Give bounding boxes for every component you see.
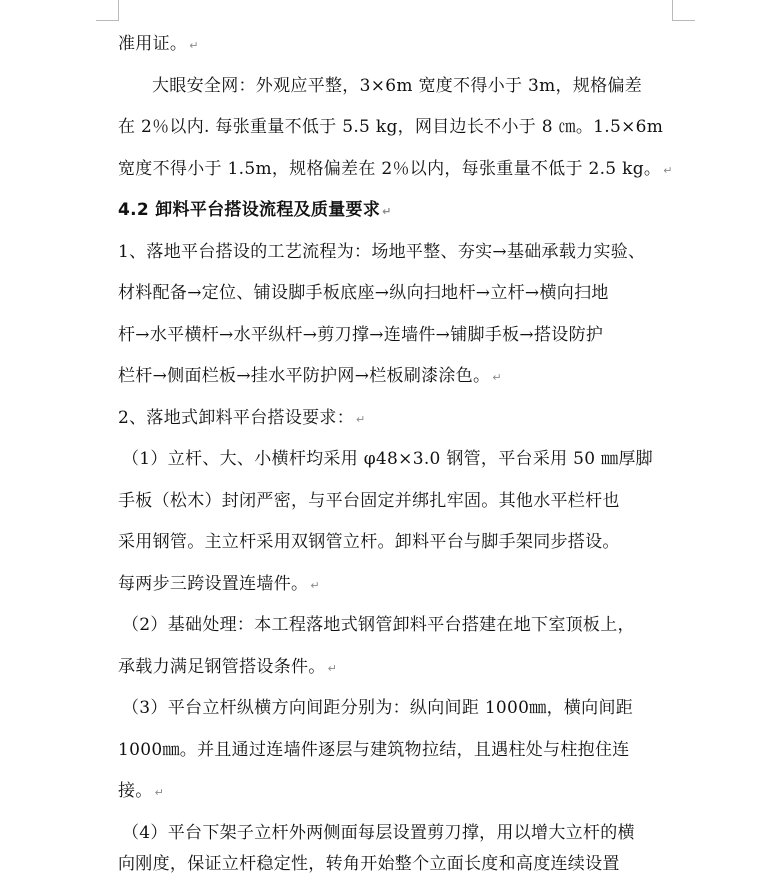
paragraph-mark-icon: ↵ bbox=[356, 412, 366, 426]
text-line bbox=[118, 730, 670, 772]
line-text: 承载力满足钢管搭设条件。 bbox=[118, 656, 326, 677]
line-text: 杆→水平横杆→水平纵杆→剪刀撑→连墙件→铺脚手板→搭设防护 bbox=[118, 324, 604, 345]
document-page bbox=[118, 24, 673, 874]
text-line bbox=[118, 232, 670, 274]
text-line bbox=[118, 439, 670, 481]
text-line bbox=[118, 813, 670, 855]
line-text: 栏杆→侧面栏板→挂水平防护网→栏板刷漆涂色。 bbox=[118, 366, 491, 386]
line-text: 大眼安全网：外观应平整，3×6m 宽度不得小于 3m，规格偏差 bbox=[152, 75, 643, 96]
paragraph-mark-icon: ↵ bbox=[327, 661, 338, 675]
text-line bbox=[118, 647, 670, 689]
line-text: 准用证。 bbox=[118, 34, 188, 54]
clipped-line-container bbox=[118, 854, 670, 874]
page-corner-mark-right bbox=[672, 0, 695, 21]
page-corner-mark-left bbox=[96, 0, 119, 21]
text-line bbox=[118, 522, 670, 564]
paragraph-mark-icon: ↵ bbox=[154, 786, 165, 799]
paragraph-mark-icon: ↵ bbox=[492, 371, 502, 384]
line-text: 宽度不得小于 1.5m，规格偏差在 2％以内，每张重量不低于 2.5 kg。 bbox=[118, 158, 662, 179]
text-line bbox=[118, 356, 670, 398]
line-text: （1）立杆、大、小横杆均采用 φ48×3.0 钢管，平台采用 50 ㎜厚脚 bbox=[122, 449, 653, 469]
line-text: （2）基础处理：本工程落地式钢管卸料平台搭建在地下室顶板上， bbox=[122, 615, 635, 635]
text-line bbox=[118, 273, 670, 315]
line-text: 1000㎜。并且通过连墙件逐层与建筑物拉结，且遇柱处与柱抱住连 bbox=[118, 739, 630, 760]
line-text: （4）平台下架子立杆外两侧面每层设置剪刀撑，用以增大立杆的横 bbox=[122, 822, 635, 843]
line-text: 手板（松木）封闭严密，与平台固定并绑扎牢固。其他水平栏杆也 bbox=[118, 490, 620, 511]
paragraph-mark-icon: ↵ bbox=[382, 205, 392, 218]
line-text: 1、落地平台搭设的工艺流程为：场地平整、夯实→基础承载力实验、 bbox=[118, 241, 646, 262]
text-line bbox=[118, 481, 670, 523]
line-text: 每两步三跨设置连墙件。 bbox=[118, 573, 309, 594]
line-text: 接。 bbox=[118, 781, 153, 801]
line-text: 采用钢管。主立杆采用双钢管立杆。卸料平台与脚手架同步搭设。 bbox=[118, 532, 620, 552]
text-line bbox=[118, 564, 670, 606]
text-line bbox=[118, 688, 670, 730]
paragraph-mark-icon: ↵ bbox=[310, 578, 320, 592]
section-heading bbox=[118, 190, 670, 232]
line-text: （3）平台立杆纵横方向间距分别为：纵向间距 1000㎜，横向间距 bbox=[122, 698, 634, 718]
line-text: 2、落地式卸料平台搭设要求： bbox=[118, 407, 355, 428]
paragraph-mark-icon: ↵ bbox=[663, 163, 673, 177]
text-line bbox=[118, 315, 670, 357]
text-line bbox=[118, 149, 673, 191]
text-line bbox=[118, 605, 670, 647]
line-text: 在 2％以内. 每张重量不低于 5.5 kg，网目边长不小于 8 ㎝。1.5×6m bbox=[118, 117, 664, 137]
line-text: 4.2 卸料平台搭设流程及质量要求 bbox=[118, 200, 381, 220]
line-text: 向刚度，保证立杆稳定性，转角开始整个立面长度和高度连续设置 bbox=[118, 854, 620, 874]
line-text: 材料配备→定位、铺设脚手板底座→纵向扫地杆→立杆→横向扫地 bbox=[118, 283, 609, 303]
paragraph-mark-icon: ↵ bbox=[189, 39, 199, 52]
text-line bbox=[118, 854, 670, 874]
text-line bbox=[118, 107, 670, 149]
text-line bbox=[118, 398, 670, 440]
text-line bbox=[118, 24, 670, 66]
text-line bbox=[118, 66, 670, 108]
text-line bbox=[118, 771, 670, 813]
